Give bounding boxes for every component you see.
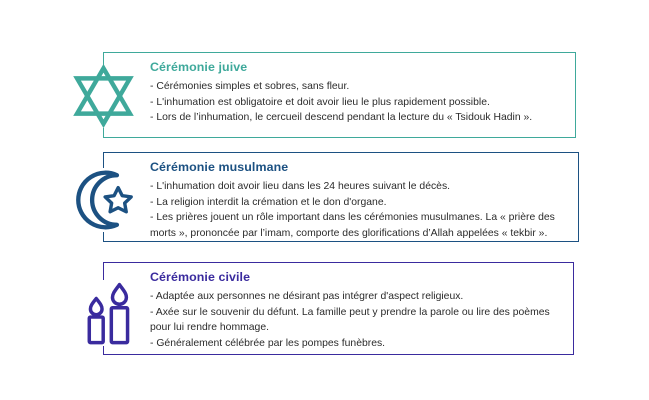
card-bullet-item: - Lors de l’inhumation, le cercueil descend pendant la lecture du « Tsidouk Hadin ». (150, 112, 533, 124)
card-bullet-list (150, 79, 566, 126)
card-bullet-list (150, 179, 569, 241)
crescent-star-icon (76, 166, 138, 234)
card-bullet-list (150, 289, 564, 351)
card-title-civile: Cérémonie civile (150, 270, 251, 284)
card-bullet-item: - Adaptée aux personnes ne désirant pas intégrer d'aspect religieux. (150, 291, 464, 302)
card-content (150, 60, 566, 126)
card-bullet-item: - Les prières jouent un rôle important dans les cérémonies musulmanes. La « prière des morts », prononcée par l’imam, comporte des glorifications d’Allah appelées « tekbir ». (150, 212, 555, 239)
star-of-david-icon (72, 62, 135, 130)
candles-icon (80, 278, 138, 348)
card-title-musulmane: Cérémonie musulmane (150, 160, 289, 174)
ceremony-card-juive (103, 52, 576, 138)
card-content (150, 270, 564, 351)
ceremony-card-civile (103, 262, 574, 355)
card-bullet-item: - Généralement célébrée par les pompes funèbres. (150, 337, 386, 349)
card-bullet-item: - L'inhumation doit avoir lieu dans les 24 heures suivant le décès. (150, 181, 451, 192)
ceremony-card-musulmane (103, 152, 579, 242)
card-bullet-item: - Axée sur le souvenir du défunt. La famille peut y prendre la parole ou lire des poèmes pour lui rendre hommage. (150, 306, 550, 334)
card-bullet-item: - Cérémonies simples et sobres, sans fleur. (150, 81, 350, 92)
card-bullet-item: - La religion interdit la crémation et le don d'organe. (150, 196, 387, 208)
card-bullet-item: - L'inhumation est obligatoire et doit avoir lieu le plus rapidement possible. (150, 96, 490, 108)
card-content (150, 160, 569, 241)
card-title-juive: Cérémonie juive (150, 60, 248, 74)
